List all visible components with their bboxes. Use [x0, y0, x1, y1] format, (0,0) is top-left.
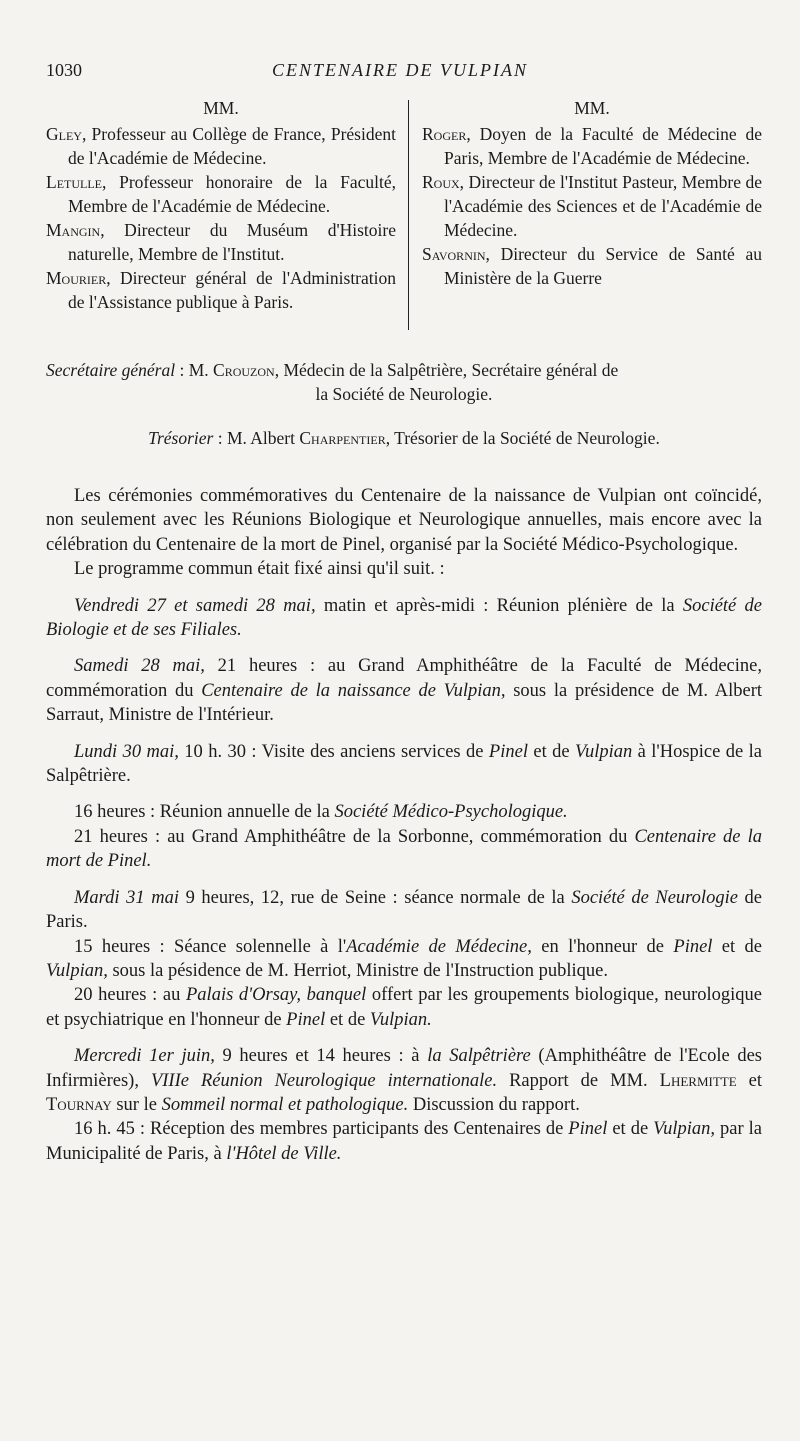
left-column-heading: MM. [203, 98, 239, 118]
text: en l'honneur de [531, 936, 674, 957]
secretary-text: , Médecin de la Salpêtrière, Secrétaire général de [274, 360, 619, 380]
date-label: Samedi 28 mai, [74, 656, 205, 677]
date-label: Mardi 31 mai [74, 887, 179, 908]
paragraph-friday [46, 594, 762, 643]
member-name: Gley [46, 124, 82, 144]
member-name: Savornin [422, 244, 486, 264]
italic-text: Académie de Médecine, [346, 936, 532, 957]
text: matin et après-midi : Réunion plénière de la [315, 595, 683, 616]
text: Discussion du rapport. [408, 1094, 580, 1115]
treasurer-label: Trésorier [148, 428, 214, 448]
italic-text: Pinel [673, 936, 713, 957]
italic-text: Vulpian [575, 741, 633, 762]
member-name: Roger [422, 124, 467, 144]
text: par la Municipalité de Paris, à [46, 1119, 762, 1164]
text: 16 h. 45 : Réception des membres participants des Centenaires de [74, 1119, 569, 1140]
paragraph-intro: Les cérémonies commémoratives du Centenaire de la naissance de Vulpian ont coïncidé, non seulement avec les Réunions Biologique et Neurologique annuelles, mais encore avec la célébration du Centenaire de la mort de Pinel, organisé par la Société Médico-Psychologique. [46, 486, 762, 555]
person-name: Lhermitte [659, 1070, 737, 1091]
text: sous la présidence de M. Albert Sarraut, Ministre de l'Intérieur. [46, 680, 763, 726]
text: 21 heures : au Grand Amphithéâtre de la Sorbonne, commémoration du [74, 826, 635, 847]
text: et de [607, 1119, 654, 1140]
member-name: Mangin [46, 220, 101, 240]
member-entry [46, 218, 396, 266]
right-column-heading: MM. [574, 98, 610, 118]
text: 20 heures : au [74, 985, 186, 1006]
text: 16 heures : Réunion annuelle de la [74, 802, 335, 823]
italic-text: Palais d'Orsay, banquel [186, 985, 367, 1006]
date-label: Mercredi 1er juin, [74, 1046, 215, 1067]
italic-text: Sommeil normal et pathologique. [161, 1094, 409, 1115]
running-title: CENTENAIRE DE VULPIAN [272, 60, 528, 80]
member-description: , Directeur du Service de Santé au Ministère de la Guerre [444, 244, 762, 288]
italic-text: Centenaire de la naissance de Vulpian, [201, 680, 506, 701]
italic-text: Pinel [568, 1119, 608, 1140]
text: (Amphithéâtre de l'Ecole des Infirmières), [46, 1046, 762, 1091]
page-header [46, 60, 754, 86]
italic-text: la Salpêtrière [427, 1046, 531, 1067]
member-entry [422, 170, 762, 242]
right-column [422, 96, 762, 290]
member-entry [46, 170, 396, 218]
treasurer-sep: : M. Albert [213, 428, 300, 448]
member-name: Roux [422, 172, 460, 192]
italic-text: VIIIe Réunion Neurologique internationale. [150, 1070, 498, 1091]
text: sur le [111, 1094, 162, 1115]
member-description: , Directeur du Muséum d'Histoire naturelle, Membre de l'Institut. [68, 220, 396, 264]
treasurer-text: , Trésorier de la Société de Neurologie. [385, 428, 660, 448]
column-divider [408, 100, 409, 330]
treasurer-line [46, 426, 762, 450]
text: 10 h. 30 : Visite des anciens services de [178, 741, 489, 762]
italic-text: Centenaire de la mort de Pinel. [46, 826, 762, 872]
officers-section [46, 358, 762, 450]
text: et de [527, 741, 576, 762]
committee-members [46, 96, 762, 346]
paragraph-monday [46, 740, 762, 789]
member-name: Mourier [46, 268, 107, 288]
text: et de [325, 1009, 370, 1030]
italic-text: Vulpian. [369, 1009, 432, 1030]
member-description: , Professeur au Collège de France, Président de l'Académie de Médecine. [68, 124, 396, 168]
member-name: Letulle [46, 172, 103, 192]
paragraph-monday-16h [46, 800, 762, 824]
italic-text: Pinel [286, 1009, 326, 1030]
member-description: , Doyen de la Faculté de Médecine de Paris, Membre de l'Académie de Médecine. [444, 124, 762, 168]
paragraph-programme: Le programme commun était fixé ainsi qu'il suit. : [74, 559, 445, 580]
secretary-text-cont: la Société de Neurologie. [315, 384, 493, 404]
member-entry [46, 122, 396, 170]
paragraph-wednesday-16h45 [46, 1117, 762, 1166]
text: de Paris. [46, 887, 762, 933]
paragraph-saturday [46, 654, 762, 727]
italic-text: Pinel [488, 741, 528, 762]
text: 15 heures : Séance solennelle à l' [74, 936, 347, 957]
text: sous la pésidence de M. Herriot, Ministre de l'Instruction publique. [107, 960, 609, 981]
secretary-name: Crouzon [213, 360, 275, 380]
italic-text: Vulpian, [46, 960, 108, 981]
text: 21 heures : au Grand Amphithéâtre de la Faculté de Médecine, commémoration du [46, 656, 762, 701]
secretary-sep: : M. [175, 360, 214, 380]
text: et de [712, 936, 762, 957]
italic-text: Société de Neurologie [571, 887, 738, 908]
paragraph-monday-21h [46, 825, 762, 874]
person-name: Tournay [46, 1094, 112, 1115]
date-label: Lundi 30 mai, [74, 741, 179, 762]
text: et [736, 1070, 762, 1091]
member-entry [46, 266, 396, 314]
text: 9 heures, 12, rue de Seine : séance normale de la [178, 887, 572, 908]
member-description: , Directeur général de l'Administration de l'Assistance publique à Paris. [68, 268, 396, 312]
paragraph-wednesday [46, 1044, 762, 1117]
paragraph-tuesday-20h [46, 983, 762, 1032]
member-entry [422, 122, 762, 170]
date-label: Vendredi 27 et samedi 28 mai, [74, 595, 316, 616]
treasurer-name: Charpentier [299, 428, 386, 448]
member-description: , Professeur honoraire de la Faculté, Membre de l'Académie de Médecine. [68, 172, 396, 216]
text: offert par les groupements biologique, neurologique et psychiatrique en l'honneur de [46, 985, 762, 1030]
paragraph-tuesday-15h [46, 935, 762, 984]
secretary-label: Secrétaire général [46, 360, 176, 380]
text: Rapport de MM. [497, 1070, 660, 1091]
italic-text: l'Hôtel de Ville. [226, 1143, 342, 1164]
member-entry [422, 242, 762, 290]
left-column [46, 96, 396, 314]
text: à l'Hospice de la Salpêtrière. [46, 741, 762, 787]
italic-text: Société Médico-Psychologique. [334, 802, 568, 823]
page-number: 1030 [46, 60, 82, 80]
secretary-line [46, 358, 762, 406]
italic-text: Vulpian, [653, 1119, 716, 1140]
member-description: , Directeur de l'Institut Pasteur, Membre de l'Académie des Sciences et de l'Académie de Médecine. [444, 172, 762, 240]
text: 9 heures et 14 heures : à [214, 1046, 428, 1067]
paragraph-tuesday [46, 886, 762, 935]
body-text [46, 484, 762, 1166]
italic-text: Société de Biologie et de ses Filiales. [46, 595, 763, 641]
